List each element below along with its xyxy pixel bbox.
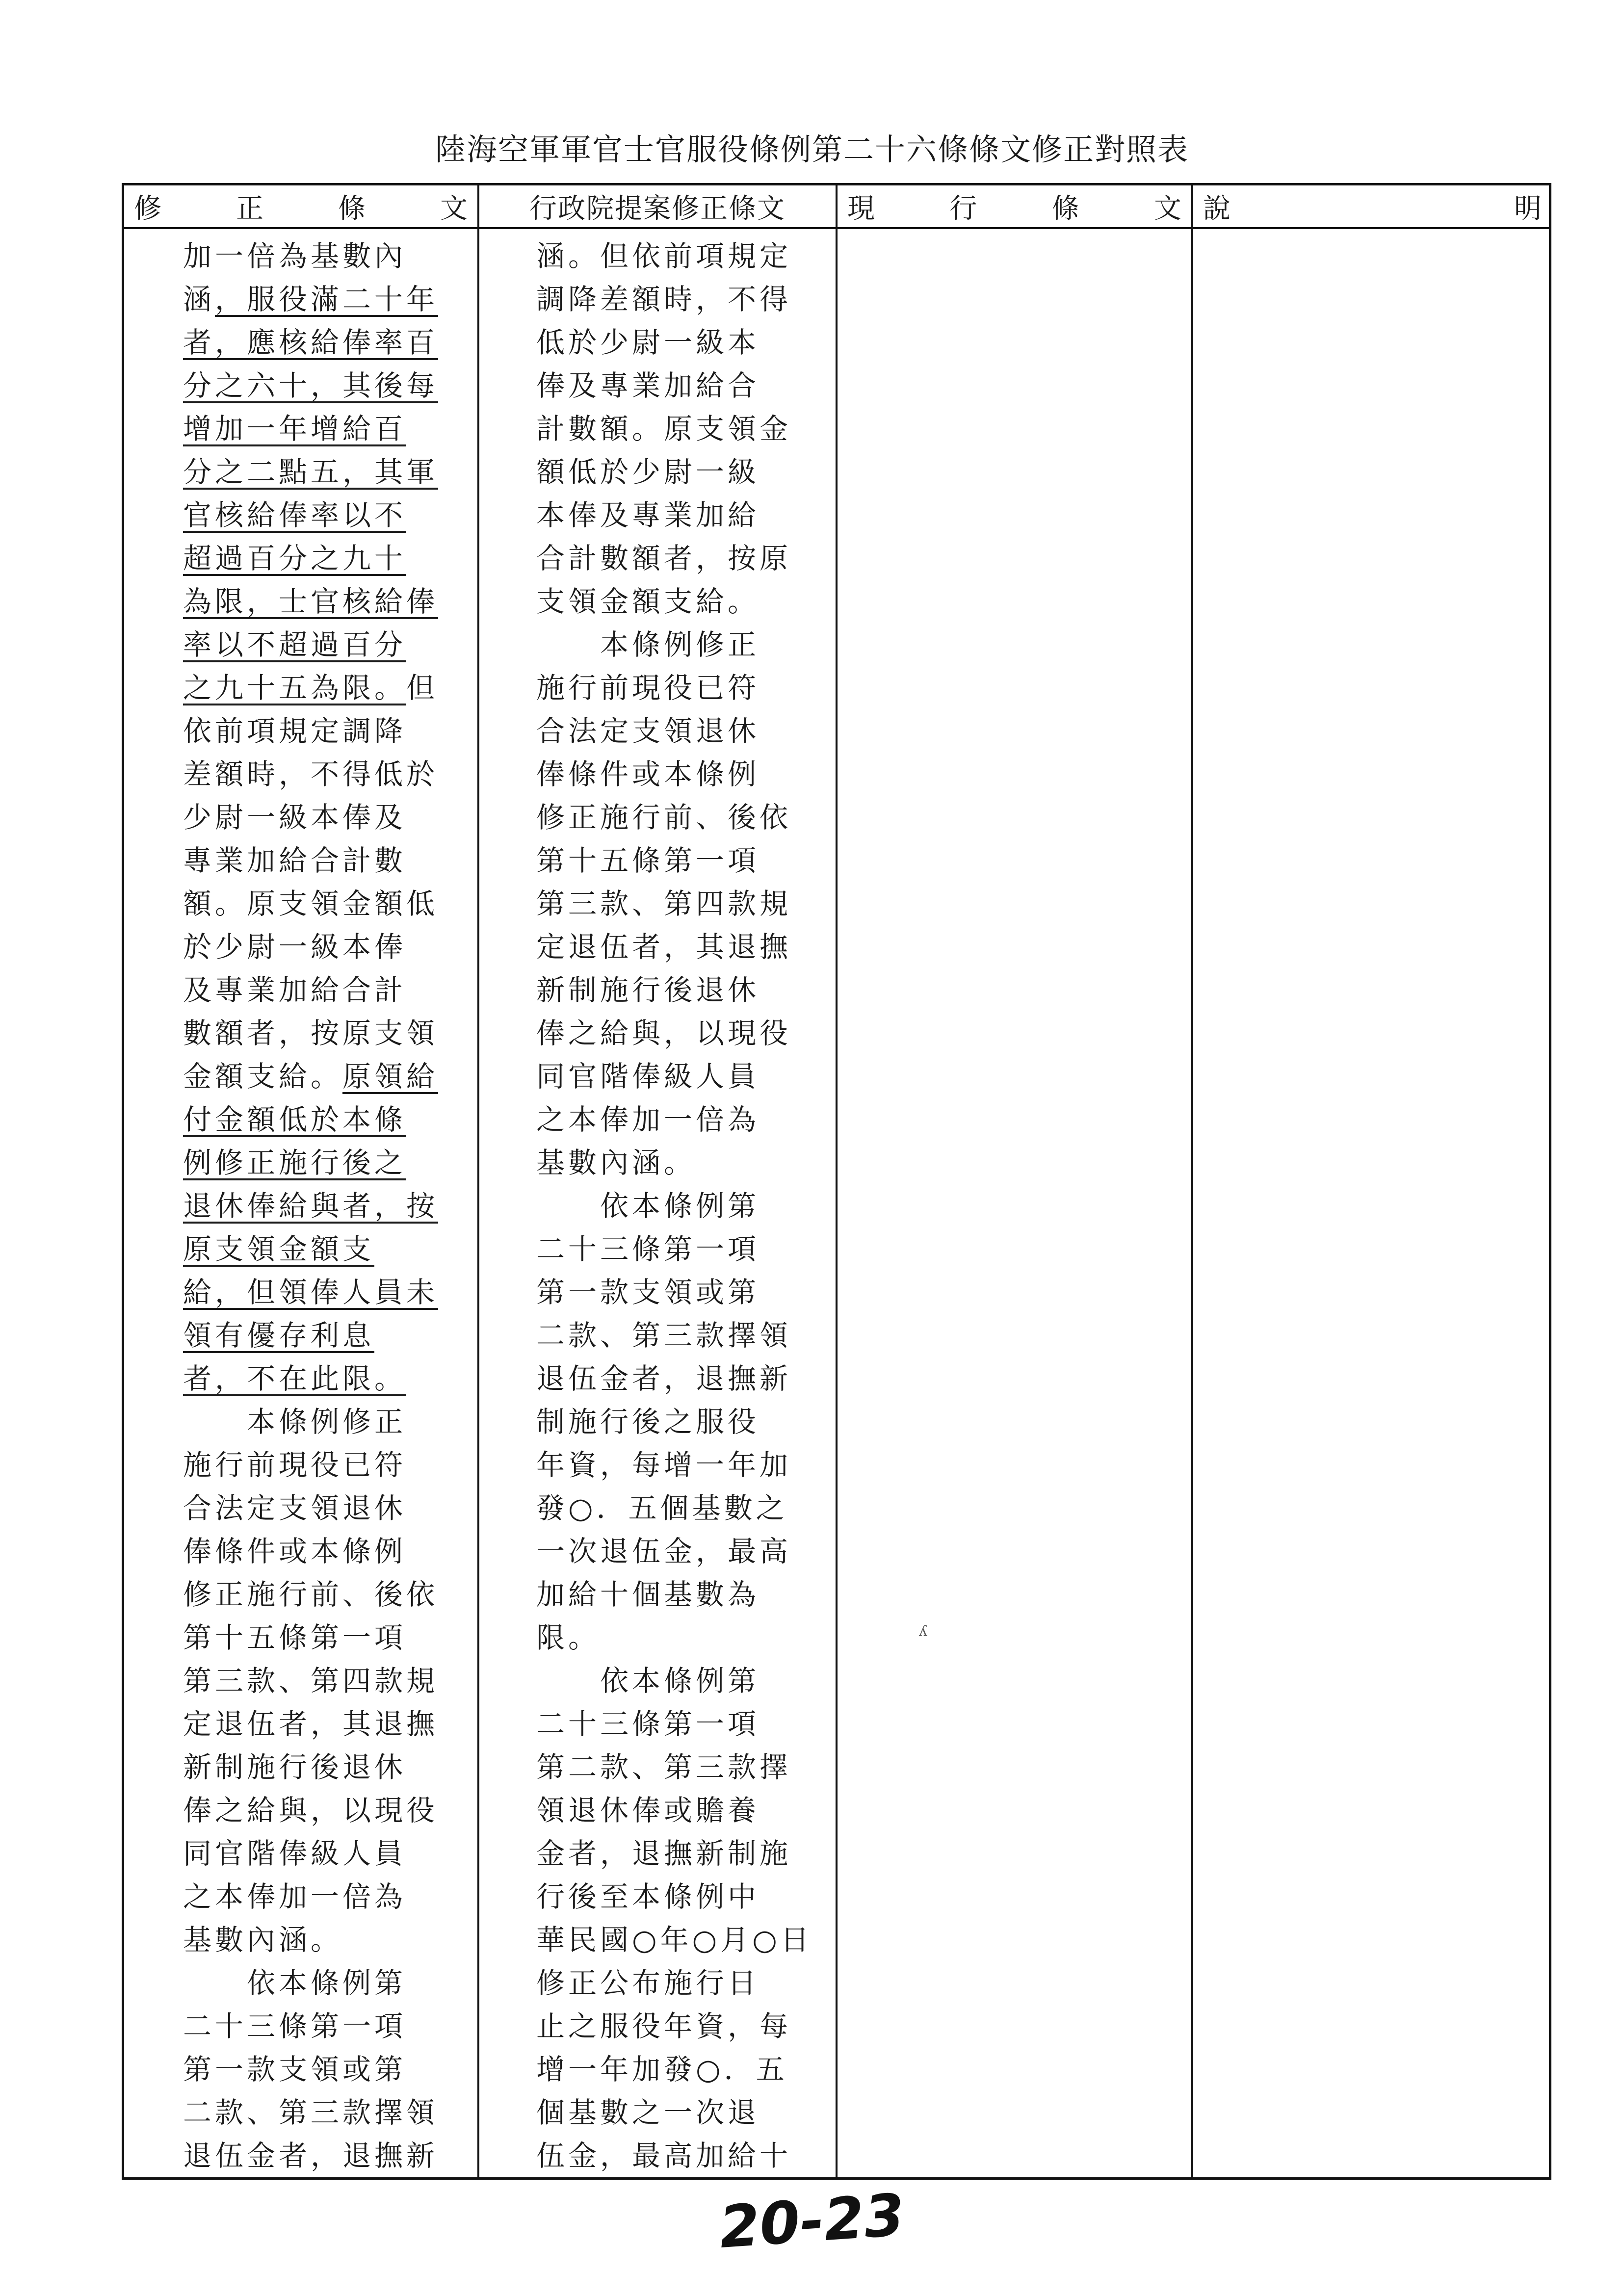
text-segment: 基數內涵。 <box>183 1923 343 1957</box>
amended-segment: 超過百分之九十 <box>183 542 407 575</box>
text-line <box>183 709 477 753</box>
text-line <box>183 1443 477 1487</box>
text-line: 行後至本條例中 <box>536 1880 760 1913</box>
text-line <box>183 2005 477 2048</box>
header-divider <box>124 227 1549 229</box>
text-segment: 少尉一級本俸及 <box>183 801 407 834</box>
text-line <box>183 407 477 450</box>
text-line: 俸之給與，以現役 <box>536 1017 792 1050</box>
text-line: 第十五條第一項 <box>536 844 760 877</box>
text-line: 同官階俸級人員 <box>536 1060 760 1093</box>
text-line: 第二款、第三款擇 <box>536 1750 792 1784</box>
text-segment: 定退伍者，其退撫 <box>183 1707 439 1741</box>
text-line <box>183 2091 477 2134</box>
amended-segment: ，服役滿二十年 <box>215 283 439 316</box>
text-line: 二十三條第一項 <box>536 1232 760 1266</box>
header-amended-text: 修 正 條 文 <box>134 192 468 225</box>
text-line: 華民國○年○月○日 <box>536 1923 812 1957</box>
text-line <box>183 1012 477 1055</box>
text-line <box>183 2134 477 2177</box>
amended-segment: 者，不在此限。 <box>183 1362 407 1395</box>
amended-segment: 分之六十，其後每 <box>183 369 439 402</box>
text-line: 伍金，最高加給十 <box>536 2139 792 2172</box>
text-line <box>183 1702 477 1746</box>
column-divider <box>1191 185 1193 2177</box>
text-line <box>183 1227 477 1271</box>
text-line <box>183 364 477 407</box>
text-line <box>183 1184 477 1227</box>
amended-text-column <box>183 235 477 2177</box>
amended-segment: 率以不超過百分 <box>183 628 407 661</box>
text-line <box>183 278 477 321</box>
text-segment: 之本俸加一倍為 <box>183 1880 407 1913</box>
text-segment: 及專業加給合計 <box>183 973 407 1007</box>
text-line: 加給十個基數為 <box>536 1578 760 1611</box>
text-line: 領退休俸或贍養 <box>536 1794 760 1827</box>
text-line <box>183 1530 477 1573</box>
text-line: 俸及專業加給合 <box>536 369 760 402</box>
text-segment: 同官階俸級人員 <box>183 1837 407 1870</box>
text-line: 退伍金者，退撫新 <box>536 1362 792 1395</box>
amended-segment: 原領給 <box>342 1060 439 1093</box>
text-line <box>183 1789 477 1832</box>
text-line: 合法定支領退休 <box>536 714 760 748</box>
text-segment: 二十三條第一項 <box>183 2009 407 2043</box>
text-line: 依本條例第 <box>536 1664 760 1697</box>
text-segment: 合法定支領退休 <box>183 1491 407 1525</box>
text-line: 本條例修正 <box>536 628 760 661</box>
text-segment: 依前項規定調降 <box>183 714 407 748</box>
text-segment: 數額者，按原支領 <box>183 1017 439 1050</box>
text-segment: 於少尉一級本俸 <box>183 930 407 964</box>
text-line: 定退伍者，其退撫 <box>536 930 792 964</box>
text-line <box>183 1832 477 1875</box>
text-line <box>183 1918 477 1961</box>
text-line: 增一年加發○．五 <box>536 2053 788 2086</box>
amended-segment: 原支領金額支 <box>183 1232 375 1266</box>
text-segment: 第十五條第一項 <box>183 1621 407 1654</box>
text-segment: 涵 <box>183 283 215 316</box>
text-line <box>183 1961 477 2005</box>
page-number-text: 20-23 <box>717 2183 907 2262</box>
text-segment: 額。原支領金額低 <box>183 887 439 920</box>
text-line: 第三款、第四款規 <box>536 887 792 920</box>
text-line: 之本俸加一倍為 <box>536 1103 760 1136</box>
text-line <box>183 925 477 968</box>
text-line: 低於少尉一級本 <box>536 326 760 359</box>
column-divider <box>836 185 838 2177</box>
header-executive-yuan-proposal: 行政院提案修正條文 <box>529 192 786 225</box>
text-line <box>183 2048 477 2091</box>
text-line <box>183 666 477 709</box>
text-line: 計數額。原支領金 <box>536 412 792 445</box>
text-line: 涵。但依前項規定 <box>536 239 792 273</box>
text-line <box>183 450 477 494</box>
text-line <box>183 1055 477 1098</box>
text-line <box>183 1357 477 1400</box>
text-line: 新制施行後退休 <box>536 973 760 1007</box>
text-line <box>183 839 477 882</box>
text-line <box>183 796 477 839</box>
text-segment: 退伍金者，退撫新 <box>183 2139 439 2172</box>
text-segment: 但 <box>406 671 439 704</box>
text-line <box>183 537 477 580</box>
text-segment: 修正施行前、後依 <box>183 1578 439 1611</box>
text-line <box>183 1141 477 1184</box>
text-line <box>183 1659 477 1702</box>
header-explanation: 說 明 <box>1203 192 1542 225</box>
text-line: 年資，每增一年加 <box>536 1448 792 1482</box>
text-segment: 差額時，不得低於 <box>183 757 439 791</box>
amended-segment: 給，但領俸人員未 <box>183 1276 439 1309</box>
text-line <box>183 968 477 1012</box>
text-line: 第一款支領或第 <box>536 1276 760 1309</box>
text-line: 依本條例第 <box>536 1189 760 1223</box>
text-line <box>183 1616 477 1659</box>
document-title: 陸海空軍軍官士官服役條例第二十六條條文修正對照表 <box>435 131 1189 167</box>
text-line: 止之服役年資，每 <box>536 2009 792 2043</box>
text-segment: 專業加給合計數 <box>183 844 407 877</box>
text-line: 施行前現役已符 <box>536 671 760 704</box>
text-segment: 第一款支領或第 <box>183 2053 407 2086</box>
text-line <box>183 235 477 278</box>
text-segment: 新制施行後退休 <box>183 1750 407 1784</box>
amended-segment: 例修正施行後之 <box>183 1146 407 1179</box>
text-line <box>183 882 477 925</box>
amended-segment: 之九十五為限。 <box>183 671 407 704</box>
text-line: 本俸及專業加給 <box>536 498 760 532</box>
text-line: 修正公布施行日 <box>536 1966 760 2000</box>
text-line: 限。 <box>536 1621 601 1654</box>
comparison-table <box>122 183 1551 2180</box>
text-line: 二十三條第一項 <box>536 1707 760 1741</box>
text-line <box>183 1098 477 1141</box>
text-line <box>183 1400 477 1443</box>
text-line <box>183 1271 477 1314</box>
text-line: 俸條件或本條例 <box>536 757 760 791</box>
text-line: 發○．五個基數之 <box>536 1491 788 1525</box>
text-segment: 第三款、第四款規 <box>183 1664 439 1697</box>
text-line <box>183 623 477 666</box>
column-divider <box>477 185 479 2177</box>
text-line <box>183 1573 477 1616</box>
text-line <box>183 1314 477 1357</box>
amended-segment: 為限，士官核給俸 <box>183 585 439 618</box>
text-segment: 加一倍為基數內 <box>183 239 407 273</box>
text-line: 一次退伍金，最高 <box>536 1535 792 1568</box>
text-line: 修正施行前、後依 <box>536 801 792 834</box>
text-line <box>183 321 477 364</box>
text-line: 調降差額時，不得 <box>536 283 792 316</box>
text-segment: 俸條件或本條例 <box>183 1535 407 1568</box>
amended-segment: 官核給俸率以不 <box>183 498 407 532</box>
text-segment: 二款、第三款擇領 <box>183 2096 439 2129</box>
amended-segment: 退休俸給與者，按 <box>183 1189 439 1223</box>
proposal-text-column <box>536 235 836 2177</box>
text-segment: 施行前現役已符 <box>183 1448 407 1482</box>
text-line <box>183 753 477 796</box>
text-line: 基數內涵。 <box>536 1146 696 1179</box>
amended-segment: 分之二點五，其軍 <box>183 455 439 489</box>
amended-segment: 增加一年增給百 <box>183 412 407 445</box>
text-segment: 金額支給。 <box>183 1060 343 1093</box>
text-line: 支領金額支給。 <box>536 585 760 618</box>
text-line: 二款、第三款擇領 <box>536 1319 792 1352</box>
header-current-text: 現 行 條 文 <box>847 192 1181 225</box>
text-line: 制施行後之服役 <box>536 1405 760 1438</box>
text-line <box>183 1487 477 1530</box>
text-line: 金者，退撫新制施 <box>536 1837 792 1870</box>
text-line: 個基數之一次退 <box>536 2096 760 2129</box>
text-segment: 俸之給與，以現役 <box>183 1794 439 1827</box>
text-segment: 依本條例第 <box>183 1966 407 2000</box>
amended-segment: 付金額低於本條 <box>183 1103 407 1136</box>
scan-speck: ʎ <box>919 1623 927 1640</box>
text-segment: 本條例修正 <box>183 1405 407 1438</box>
handwritten-page-number <box>0 2183 1624 2264</box>
page-number-handwriting <box>699 2183 925 2262</box>
text-line: 額低於少尉一級 <box>536 455 760 489</box>
amended-segment: 者，應核給俸率百 <box>183 326 439 359</box>
text-line <box>183 1875 477 1918</box>
text-line: 合計數額者，按原 <box>536 542 792 575</box>
text-line <box>183 1746 477 1789</box>
text-line <box>183 494 477 537</box>
amended-segment: 領有優存利息 <box>183 1319 375 1352</box>
text-line <box>183 580 477 623</box>
